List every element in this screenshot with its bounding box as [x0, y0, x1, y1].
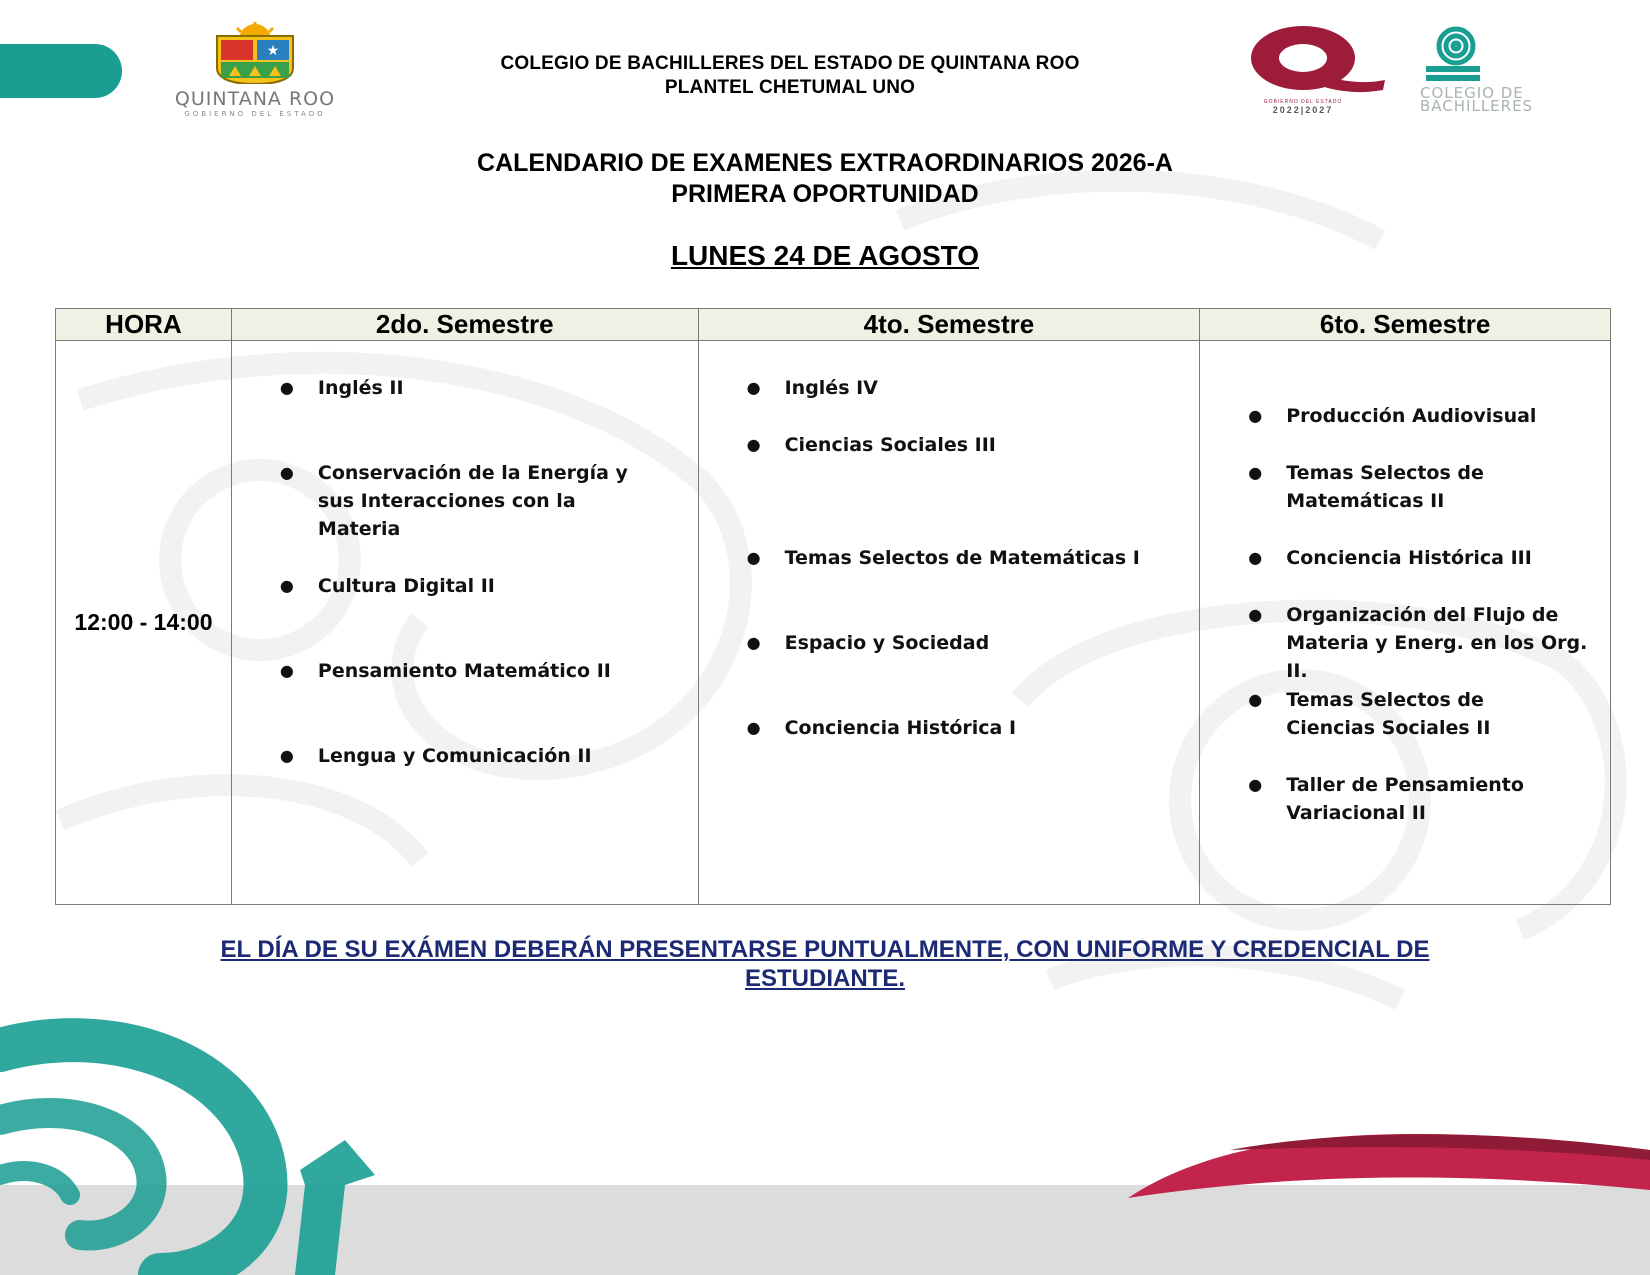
subject-name: Pensamiento Matemático II [317, 660, 611, 682]
subject-name: Conciencia Histórica I [784, 717, 1017, 739]
list-item: ● Conciencia Histórica III [1248, 547, 1532, 569]
exam-date: LUNES 24 DE AGOSTO [670, 240, 980, 271]
exam-schedule-table [55, 308, 1611, 905]
list-item: ● Inglés II [279, 377, 404, 399]
list-item: ● Producción Audiovisual [1248, 405, 1537, 427]
list-item: ● Inglés IV [746, 377, 878, 399]
bachilleres-text-1: COLEGIO DE [1420, 84, 1524, 102]
subject-name: Lengua y Comunicación II [317, 745, 592, 767]
list-item: ● Temas Selectos de Ciencias Sociales II [1248, 689, 1491, 739]
list-item: ● Conciencia Histórica I [746, 717, 1017, 739]
subject-name: Producción Audiovisual [1286, 405, 1537, 427]
table-header-row [56, 309, 1611, 341]
subject-name: Organización del Flujo de Materia y Energ. en los Org. II. [1286, 604, 1588, 682]
list-item: ● Organización del Flujo de Materia y Energ. en los Org. II. [1248, 604, 1588, 682]
subject-name: Temas Selectos de Ciencias Sociales II [1286, 689, 1491, 739]
exam-notice [150, 935, 1500, 993]
subject-name: Cultura Digital II [317, 575, 495, 597]
calendar-title-line2: PRIMERA OPORTUNIDAD [671, 180, 979, 208]
bachilleres-spiral-icon [1420, 26, 1490, 82]
list-item: ● Cultura Digital II [279, 575, 495, 597]
hour-cell: 12:00 - 14:00 [56, 341, 232, 905]
logo-subtext: GOBIERNO DEL ESTADO [184, 110, 326, 118]
campus-name: PLANTEL CHETUMAL UNO [664, 77, 916, 98]
subject-name: Temas Selectos de Matemáticas II [1286, 462, 1484, 512]
list-item: ● Conservación de la Energía y sus Interacciones con la Materia [279, 462, 628, 540]
header-2do-semestre: 2do. Semestre [231, 309, 698, 341]
government-q-logo [1245, 22, 1385, 115]
subject-name: Temas Selectos de Matemáticas I [784, 547, 1140, 569]
semester-2-cell [231, 341, 698, 905]
subject-name: Espacio y Sociedad [784, 632, 990, 654]
institution-name: COLEGIO DE BACHILLERES DEL ESTADO DE QUINTANA ROO [500, 53, 1080, 74]
coat-of-arms-icon [165, 22, 345, 84]
notice-line1: EL DÍA DE SU EXÁMEN DEBERÁN PRESENTARSE PUNTUALMENTE, CON UNIFORME Y CREDENCIAL DE [220, 936, 1430, 963]
header-6to-semestre: 6to. Semestre [1200, 309, 1611, 341]
q-logo-subtext: GOBIERNO DEL ESTADO [1263, 99, 1343, 105]
list-item: ● Ciencias Sociales III [746, 434, 996, 456]
notice-line2: ESTUDIANTE. [744, 965, 905, 992]
quintana-roo-logo [165, 22, 345, 118]
table-row [56, 341, 1611, 905]
logo-text: QUINTANA ROO [174, 88, 336, 110]
list-item: ● Pensamiento Matemático II [279, 660, 611, 682]
list-item: ● Temas Selectos de Matemáticas II [1248, 462, 1484, 512]
header-hora: HORA [56, 309, 232, 341]
semester-4-cell [698, 341, 1200, 905]
subject-name: Taller de Pensamiento Variacional II [1286, 774, 1524, 824]
list-item: ● Espacio y Sociedad [746, 632, 990, 654]
subject-name: Inglés II [317, 377, 404, 399]
subject-name: Inglés IV [784, 377, 878, 399]
list-item: ● Temas Selectos de Matemáticas I [746, 547, 1140, 569]
svg-text:★: ★ [266, 43, 280, 59]
subject-name: Conservación de la Energía y sus Interacciones con la Materia [317, 462, 628, 540]
institution-header [400, 52, 1180, 100]
list-item: ● Taller de Pensamiento Variacional II [1248, 774, 1524, 824]
subject-name: Ciencias Sociales III [784, 434, 996, 456]
calendar-title-line1: CALENDARIO DE EXAMENES EXTRAORDINARIOS 2026-A [477, 149, 1173, 177]
list-item: ● Lengua y Comunicación II [279, 745, 592, 767]
semester-6-cell [1200, 341, 1611, 905]
teal-banner-shape [0, 44, 125, 98]
bachilleres-text-2: BACHILLERES [1420, 97, 1534, 115]
q-logo-years: 2022|2027 [1272, 105, 1334, 115]
q-logo-icon [1245, 22, 1385, 94]
header-4to-semestre: 4to. Semestre [698, 309, 1200, 341]
subject-name: Conciencia Histórica III [1286, 547, 1532, 569]
colegio-bachilleres-logo [1420, 26, 1585, 115]
calendar-title [300, 148, 1350, 210]
